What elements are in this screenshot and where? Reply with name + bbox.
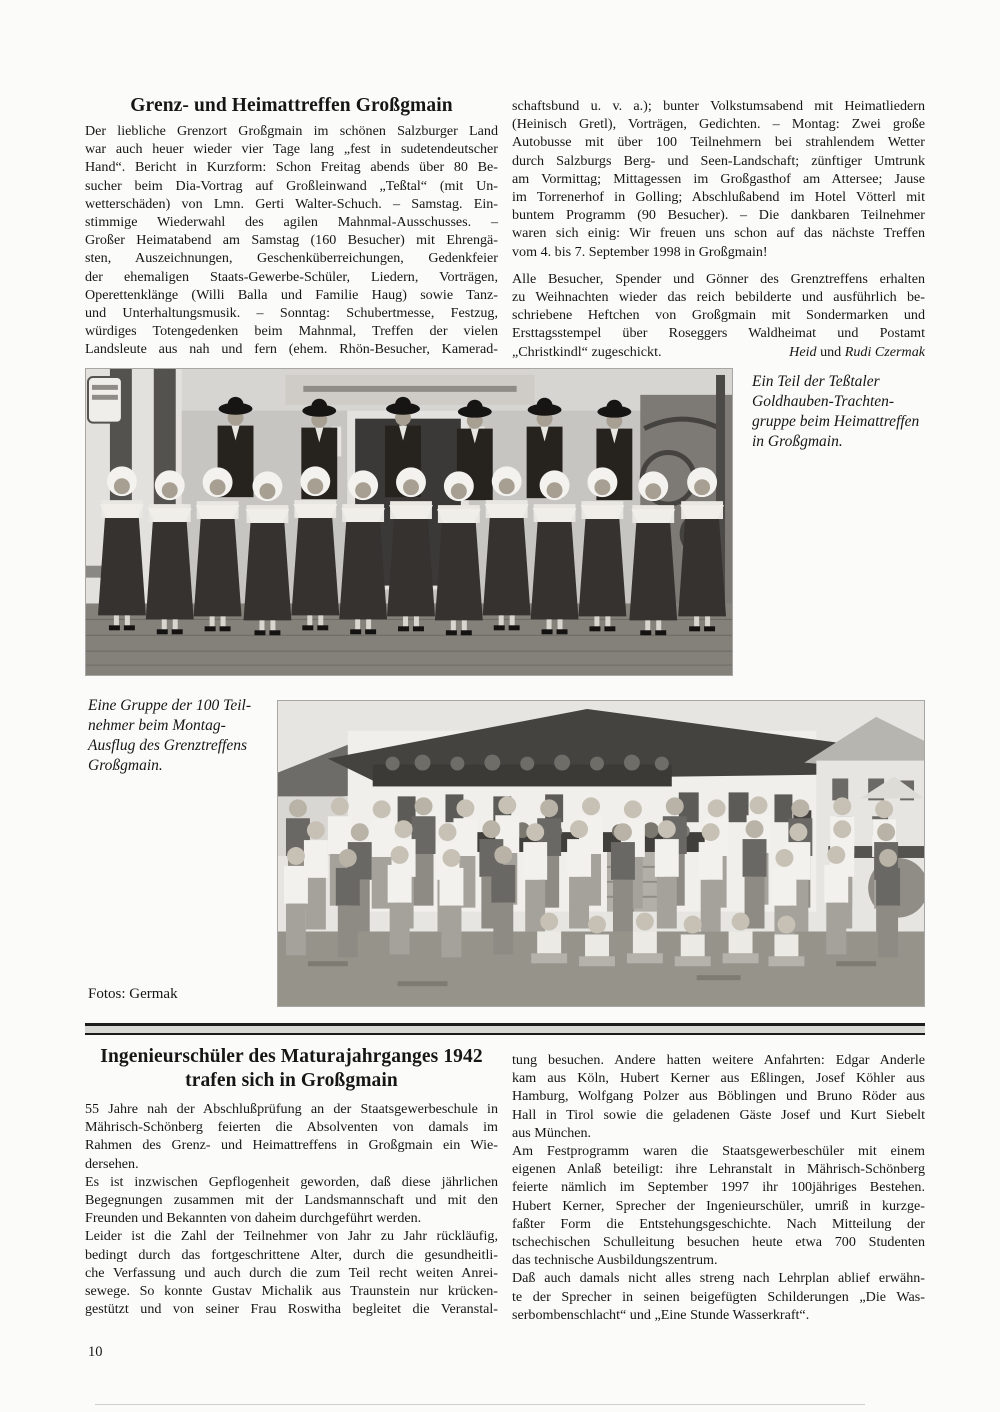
- text-line: eigenen Anlaß beteiligt: ihre Lehranstalt in Mährisch-Schönberg: [512, 1161, 925, 1178]
- section-divider-rule: [85, 1023, 925, 1035]
- text-line: (Heinisch Gretl), Vorträgen, Gedichten. – Montag: Zwei große: [512, 116, 925, 133]
- text-line: dersehen.: [85, 1155, 139, 1172]
- article1-column-left: [85, 122, 498, 359]
- caption-line: gruppe beim Heimattreffen: [752, 413, 920, 430]
- trachten-group-illustration: [86, 369, 732, 675]
- caption-line: Ausflug des Grenztreffens: [88, 737, 248, 754]
- text-line: che Verfassung und auch durch die zum Teil recht weiten Anrei-: [85, 1264, 498, 1281]
- text-line: im Torrenerhof in Golling; Abschlußabend im Hotel Vötterl mit: [512, 189, 925, 206]
- text-line: Alle Besucher, Spender und Gönner des Grenztreffens erhalten: [512, 270, 925, 287]
- caption-line: Goldhauben-Trachten-: [752, 393, 895, 410]
- article2-title-line2: trafen sich in Großgmain: [185, 1070, 398, 1091]
- text-line: das technische Ausbildungszentrum.: [512, 1252, 718, 1269]
- text-line: sucher beim Dia-Vortrag auf Großleinwand „Teßtal“ (mit Un-: [85, 177, 498, 194]
- text-line: Ersttagsstempel über Roseggers Waldheimat und Postamt: [512, 325, 925, 342]
- article2-title-line1: Ingenieurschüler des Maturajahrganges 1942: [100, 1046, 483, 1067]
- signature-connector: und: [816, 343, 845, 360]
- text-line: und Unterhaltungsmusik. – Sonntag: Schubertmesse, Festzug,: [85, 305, 498, 322]
- text-line: te der Sprecher in seinen beigefügten Schilderungen „Die Was-: [512, 1288, 925, 1305]
- text-line: faßter Form die Entstehungsgeschichte. Nach Mitteilung der: [512, 1215, 925, 1232]
- text-line: Operettenklänge (Willi Balla und Familie Haug) sowie Tanz-: [85, 286, 498, 303]
- text-line: Hand“. Bericht in Kurzform: Schon Freitag abends über 80 Be-: [85, 159, 498, 176]
- article2-column-left: [85, 1100, 498, 1318]
- text-line: durch Salzburgs Berg- und Seen-Landschaft; zünftiger Umtrunk: [512, 152, 925, 169]
- text-line: der ehemaligen Staats-Gewerbe-Schüler, Liedern, Vorträgen,: [85, 268, 498, 285]
- text-line: aus München.: [512, 1124, 592, 1141]
- text-line: feierte nämlich im September 1997 ihr 100jähriges Bestehen.: [512, 1179, 925, 1196]
- text-line: Landsleute aus nah und fern (ehem. Rhön-Besucher, Kamerad-: [85, 341, 498, 358]
- text-line: Hubert Kerner, Sprecher der Ingenieurschüler, umriß in kurzge-: [512, 1197, 925, 1214]
- caption-line: in Großgmain.: [752, 433, 843, 450]
- article2-column-right: [512, 1051, 925, 1324]
- text-line: Es ist inzwischen Gepflogenheit geworden, daß diese jährlichen: [85, 1173, 498, 1190]
- paragraph: [512, 1269, 925, 1324]
- paragraph: [512, 97, 925, 261]
- paragraph: [85, 1173, 498, 1228]
- text-line: Hall in Tirol sowie die geladenen Gäste Josef und Kurt Siebelt: [512, 1106, 925, 1123]
- text-line: sten, Auszeichnungen, Geschenküberreichungen, Gedenkfeier: [85, 250, 498, 267]
- text-line: am Vormittag; Mittagessen im Großgasthof am Attersee; Jause: [512, 170, 925, 187]
- paragraph: [85, 122, 498, 359]
- text-line: buntem Programm (90 Besucher). – Die dankbaren Teilnehmer: [512, 207, 925, 224]
- paragraph: [512, 1142, 925, 1269]
- text-line: Hamburg, Wolfgang Polzer aus Böblingen und Bruno Röder aus: [512, 1088, 925, 1105]
- text-line: Autobusse mit über 100 Teilnehmern bei strahlendem Wetter: [512, 134, 925, 151]
- text-line: gestützt und von seiner Frau Roswitha begleitet die Veranstal-: [85, 1301, 498, 1318]
- caption-line: Ein Teil der Teßtaler: [752, 373, 880, 390]
- text-line: serbombenschlacht“ und „Eine Stunde Wasserkraft“.: [512, 1306, 810, 1323]
- bottom-scan-line: [95, 1404, 865, 1405]
- photo1-caption: [752, 372, 930, 452]
- text-line: Begegnungen zusammen mit der Landsmannschaft und mit den: [85, 1192, 498, 1209]
- article2-title: [85, 1045, 498, 1093]
- text-line: Großer Heimatabend am Samstag (160 Besucher) mit Ehrengä-: [85, 232, 498, 249]
- caption-line: nehmer beim Montag-: [88, 717, 226, 734]
- caption-line: Großgmain.: [88, 757, 163, 774]
- signature-author-2: Rudi Czermak: [844, 343, 925, 360]
- text-line: würdiges Totengedenken beim Mahnmal, Treffen der vielen: [85, 323, 498, 340]
- text-line: stimmige Wiederwahl des agilen Mahnmal-Ausschusses. –: [85, 214, 498, 231]
- photo-credit: Fotos: Germak: [88, 986, 178, 1002]
- text-line: war auch heuer wieder vier Tage lang „fest in sudetendeutscher: [85, 141, 498, 158]
- photo-trachten-group: [85, 368, 733, 676]
- text-line: kam aus Köln, Hubert Kerner aus Eßlingen, Josef Köhler aus: [512, 1070, 925, 1087]
- signature-left-text: „Christkindl“ zugeschickt.: [512, 343, 662, 360]
- article1-signature-line: [512, 343, 925, 361]
- signature-author-1: Heid: [789, 343, 817, 360]
- text-line: Rahmen des Grenz- und Heimattreffens in Großgmain ein Wie-: [85, 1137, 498, 1154]
- text-line: Leider ist die Zahl der Teilnehmer von Jahr zu Jahr rückläufig,: [85, 1228, 498, 1245]
- article1-column-right-paragraphs: [512, 97, 925, 343]
- text-line: vom 4. bis 7. September 1998 in Großgmain!: [512, 243, 768, 260]
- article1-column-right: [512, 97, 925, 361]
- text-line: Freunden und Bekannten von daheim durchgeführt werden.: [85, 1210, 422, 1227]
- page-number: 10: [88, 1344, 103, 1360]
- text-line: Am Festprogramm waren die Staatsgewerbeschüler mit einem: [512, 1143, 925, 1160]
- text-line: sewege. So konnte Gustav Michalik aus Traunstein nur krücken-: [85, 1283, 498, 1300]
- paragraph: [85, 1227, 498, 1318]
- caption-line: Eine Gruppe der 100 Teil-: [88, 697, 252, 714]
- text-line: zu Weihnachten wieder das reich bebilderte und ausführlich be-: [512, 289, 925, 306]
- article1-title: Grenz- und Heimattreffen Großgmain: [130, 95, 453, 116]
- photo2-caption: [88, 696, 280, 776]
- text-line: tung besuchen. Andere hatten weitere Anfahrten: Edgar Anderle: [512, 1052, 925, 1068]
- text-line: Mährisch-Schönberg feierten die Absolventen von damals im: [85, 1119, 498, 1136]
- text-line: waren sich einig: Wir freuen uns schon auf das nächste Treffen: [512, 225, 925, 242]
- text-line: Der liebliche Grenzort Großgmain im schönen Salzburger Land: [85, 123, 498, 139]
- text-line: schriebene Heftchen von Großgmain mit Sondermarken und: [512, 307, 925, 324]
- text-line: wetterschäden) von Lmn. Gerti Walter-Schuch. – Samstag. Ein-: [85, 195, 498, 212]
- paragraph: [512, 1051, 925, 1142]
- text-line: Daß auch damals nicht alles streng nach Lehrplan ablief erwähn-: [512, 1270, 925, 1287]
- photo-excursion-group: [277, 700, 925, 1007]
- text-line: 55 Jahre nah der Abschlußprüfung an der Staatsgewerbeschule in: [85, 1101, 498, 1117]
- excursion-group-illustration: [278, 701, 924, 1006]
- text-line: tschechischen Schulleitung besuchen heute etwa 700 Studenten: [512, 1234, 925, 1251]
- paragraph: [512, 270, 925, 343]
- signature-authors: [789, 343, 925, 361]
- text-line: schaftsbund u. v. a.); bunter Volkstumsabend mit Heimatliedern: [512, 98, 925, 114]
- paragraph: [85, 1100, 498, 1173]
- text-line: bedingt durch das fortgeschrittene Alter, durch die gesundheitli-: [85, 1246, 498, 1263]
